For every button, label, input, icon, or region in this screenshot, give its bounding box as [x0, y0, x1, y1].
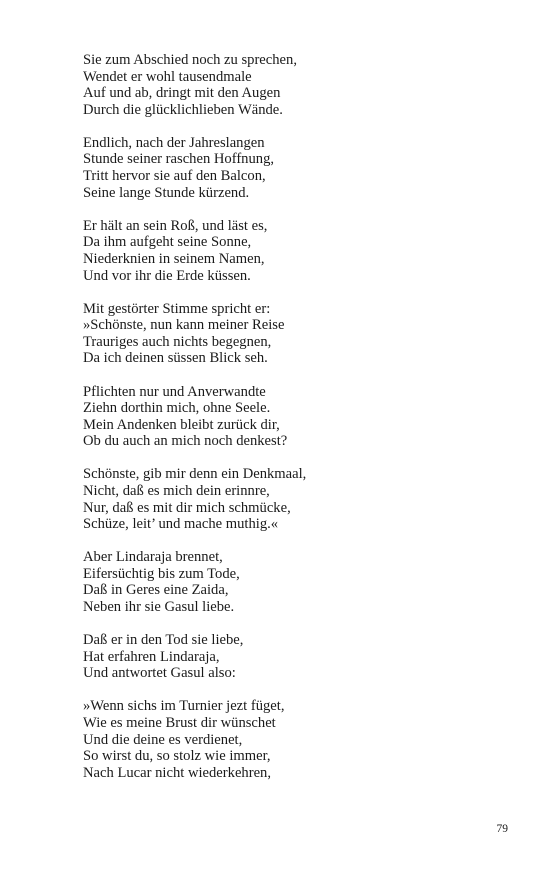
poem-line: Schönste, gib mir denn ein Denkmaal,	[83, 466, 307, 483]
poem-line: Da ihm aufgeht seine Sonne,	[83, 234, 252, 251]
poem-line: Wendet er wohl tausendmale	[83, 68, 252, 85]
poem-line: Tritt hervor sie auf den Balcon,	[83, 168, 266, 185]
poem-line: Seine lange Stunde kürzend.	[83, 184, 250, 201]
stanza	[83, 384, 503, 450]
stanza	[83, 549, 503, 615]
poem-line: Ziehn dorthin mich, ohne Seele.	[83, 400, 271, 417]
poem-line: Aber Lindaraja brennet,	[83, 549, 223, 566]
poem-line: Mein Andenken bleibt zurück dir,	[83, 416, 280, 433]
poem-line: Eifersüchtig bis zum Tode,	[83, 565, 240, 582]
poem-line: Er hält an sein Roß, und läst es,	[83, 217, 268, 234]
poem-line: Stunde seiner raschen Hoffnung,	[83, 151, 275, 168]
stanza	[83, 466, 503, 532]
poem-line: Nicht, daß es mich dein erinnre,	[83, 482, 270, 499]
poem-line: Hat erfahren Lindaraja,	[83, 648, 220, 665]
poem-line: Und die deine es verdienet,	[83, 731, 243, 748]
poem-line: Und vor ihr die Erde küssen.	[83, 267, 251, 284]
poem-line: »Schönste, nun kann meiner Reise	[83, 317, 285, 334]
poem-line: Nach Lucar nicht wiederkehren,	[83, 764, 272, 781]
stanza	[83, 135, 503, 201]
poem-line: Neben ihr sie Gasul liebe.	[83, 599, 235, 616]
poem-line: Auf und ab, dringt mit den Augen	[83, 85, 281, 102]
poem-line: »Wenn sichs im Turnier jezt füget,	[83, 698, 285, 715]
poem-line: Daß in Geres eine Zaida,	[83, 582, 229, 599]
poem-line: Niederknien in seinem Namen,	[83, 250, 265, 267]
page-number: 79	[496, 823, 508, 835]
poem-line: Sie zum Abschied noch zu sprechen,	[83, 52, 297, 68]
poem-line: Schüze, leit’ und mache muthig.«	[83, 516, 279, 533]
poem-line: Durch die glücklichlieben Wände.	[83, 101, 283, 118]
stanza	[83, 218, 503, 284]
stanza	[83, 301, 503, 367]
stanza	[83, 52, 503, 118]
poem-line: Endlich, nach der Jahreslangen	[83, 134, 265, 151]
poem-line: Da ich deinen süssen Blick seh.	[83, 350, 268, 367]
stanza	[83, 698, 503, 781]
poem-text	[83, 52, 503, 798]
poem-line: Nur, daß es mit dir mich schmücke,	[83, 499, 291, 516]
poem-line: Trauriges auch nichts begegnen,	[83, 333, 272, 350]
poem-line: Pflichten nur und Anverwandte	[83, 383, 266, 400]
poem-line: Und antwortet Gasul also:	[83, 665, 236, 682]
stanza	[83, 632, 503, 682]
poem-line: Mit gestörter Stimme spricht er:	[83, 300, 271, 317]
poem-line: Daß er in den Tod sie liebe,	[83, 632, 244, 649]
poem-line: So wirst du, so stolz wie immer,	[83, 748, 271, 765]
poem-line: Wie es meine Brust dir wünschet	[83, 715, 276, 731]
poem-line: Ob du auch an mich noch denkest?	[83, 433, 288, 450]
